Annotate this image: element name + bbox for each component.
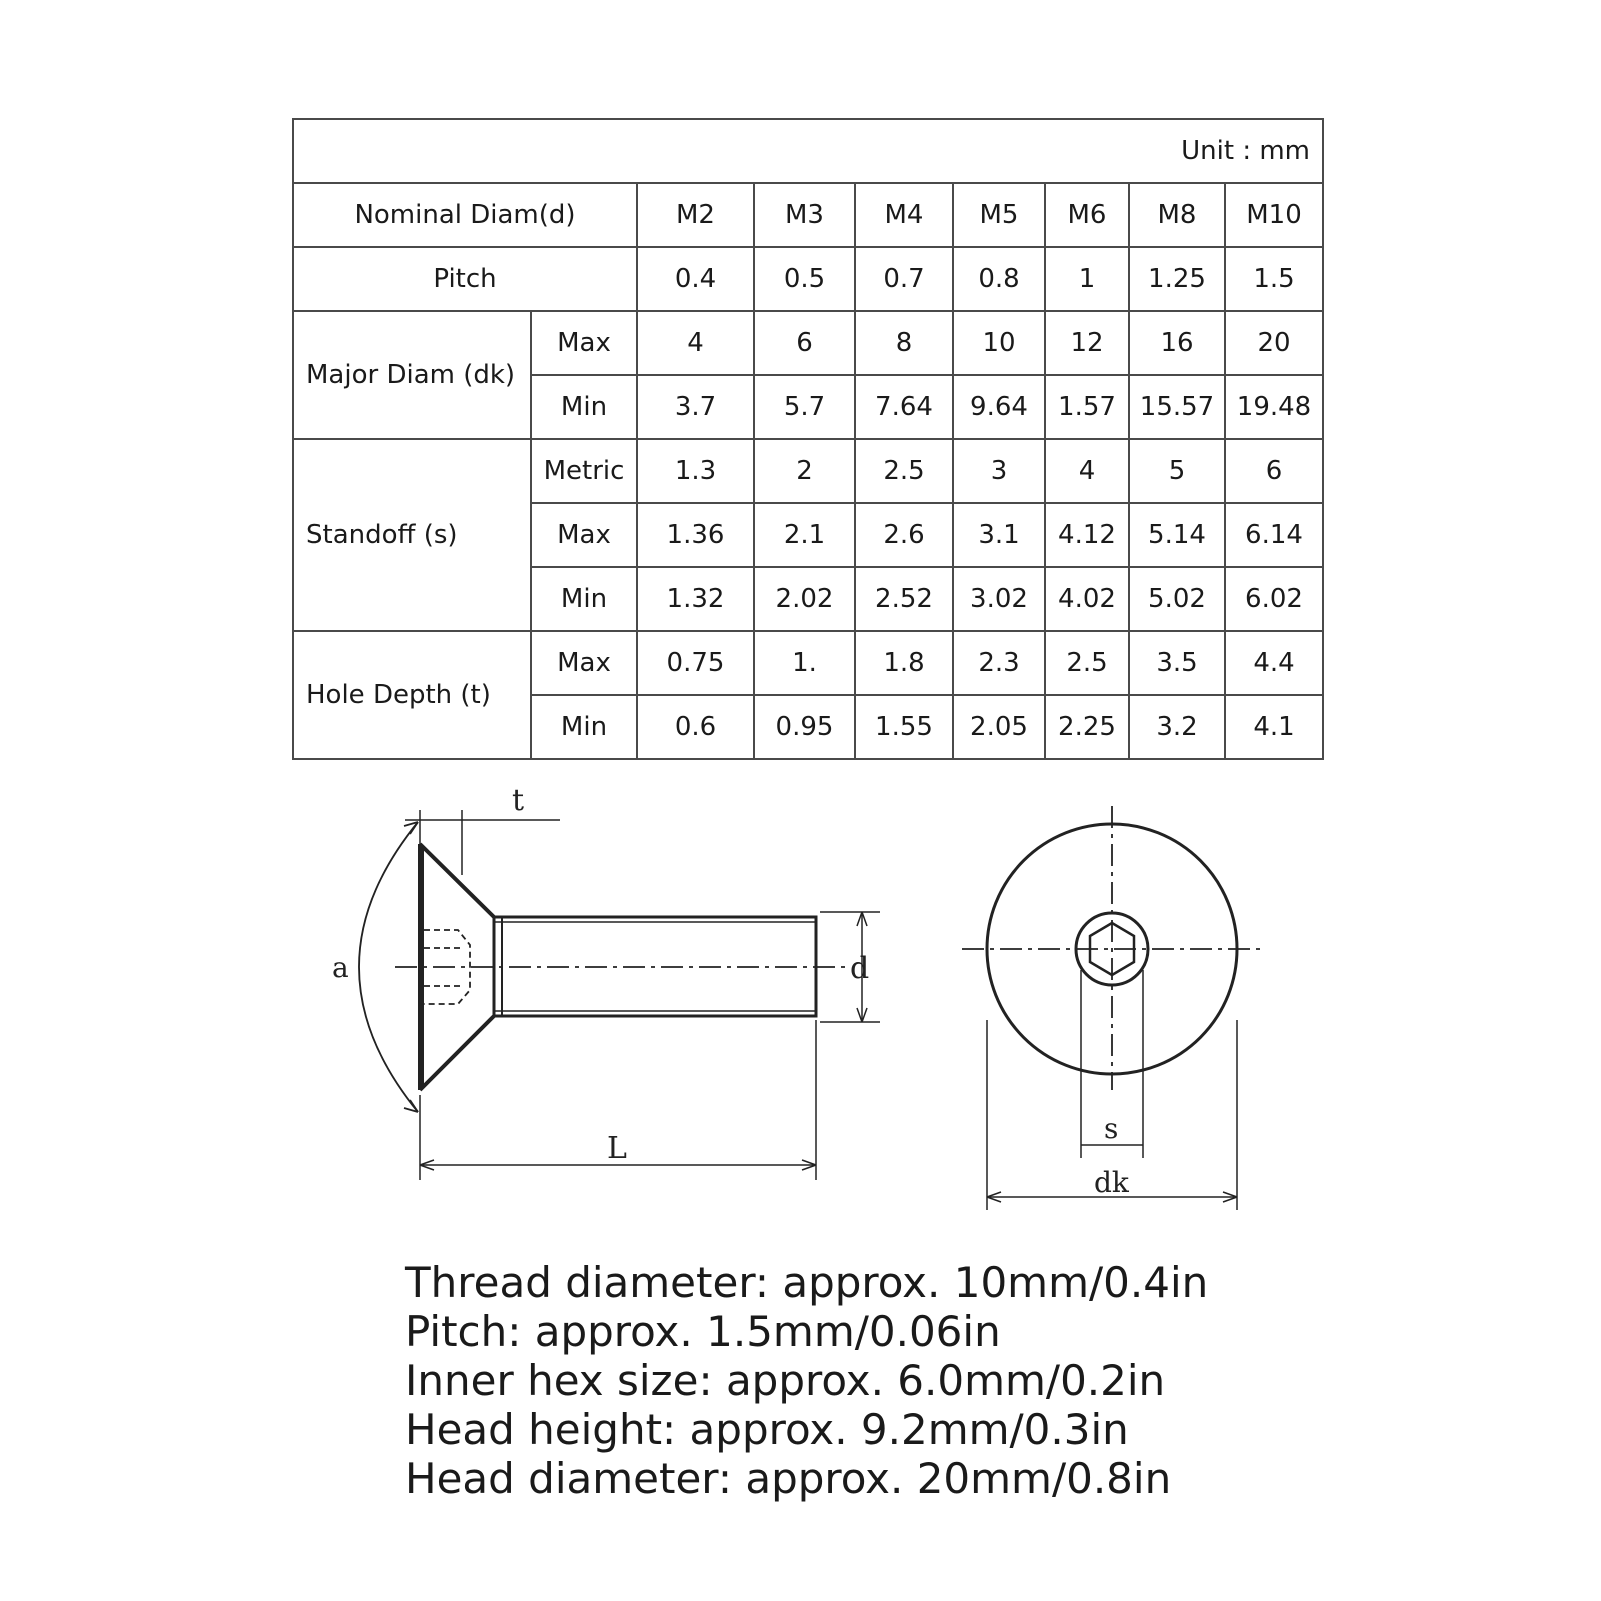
table-cell: 0.8 [953, 247, 1045, 311]
table-cell: 3 [953, 439, 1045, 503]
table-cell: 2.3 [953, 631, 1045, 695]
table-cell: 15.57 [1129, 375, 1225, 439]
table-cell: 2.1 [754, 503, 855, 567]
table-cell: 2.25 [1045, 695, 1129, 759]
table-cell: 1.57 [1045, 375, 1129, 439]
table-cell: 20 [1225, 311, 1323, 375]
unit-label: Unit : mm [293, 119, 1323, 183]
table-cell: 5.14 [1129, 503, 1225, 567]
table-cell: 4.12 [1045, 503, 1129, 567]
table-cell: 3.2 [1129, 695, 1225, 759]
table-cell: 1.8 [855, 631, 953, 695]
table-cell: 1.25 [1129, 247, 1225, 311]
table-cell: 0.6 [637, 695, 754, 759]
sub-label: Min [531, 375, 637, 439]
size-header: M3 [754, 183, 855, 247]
size-header: M2 [637, 183, 754, 247]
size-header: M5 [953, 183, 1045, 247]
table-cell: 0.95 [754, 695, 855, 759]
side-view [332, 783, 880, 1180]
table-cell: 0.75 [637, 631, 754, 695]
s-label: s [1104, 1112, 1119, 1145]
size-header: M4 [855, 183, 953, 247]
sub-label: Metric [531, 439, 637, 503]
table-cell: 7.64 [855, 375, 953, 439]
table-cell: 2.5 [1045, 631, 1129, 695]
L-label: L [607, 1131, 627, 1166]
spec-notes [405, 1258, 1208, 1503]
table-cell: 3.7 [637, 375, 754, 439]
table-cell: 2 [754, 439, 855, 503]
sub-label: Max [531, 311, 637, 375]
table-cell: 6.14 [1225, 503, 1323, 567]
table-cell: 4 [1045, 439, 1129, 503]
size-header: M10 [1225, 183, 1323, 247]
table-cell: 6.02 [1225, 567, 1323, 631]
table-cell: 2.52 [855, 567, 953, 631]
size-header: M6 [1045, 183, 1129, 247]
table-cell: 2.02 [754, 567, 855, 631]
dk-label: dk [1094, 1166, 1129, 1199]
a-label: a [332, 951, 349, 984]
sub-label: Max [531, 631, 637, 695]
table-cell: 16 [1129, 311, 1225, 375]
table-cell: 4 [637, 311, 754, 375]
sub-label: Min [531, 567, 637, 631]
table-cell: 2.5 [855, 439, 953, 503]
table-cell: 2.6 [855, 503, 953, 567]
hole-depth-label: Hole Depth (t) [293, 631, 531, 759]
table-cell: 19.48 [1225, 375, 1323, 439]
table-cell: 3.02 [953, 567, 1045, 631]
table-cell: 2.05 [953, 695, 1045, 759]
table-cell: 9.64 [953, 375, 1045, 439]
note-line: Head height: approx. 9.2mm/0.3in [405, 1405, 1129, 1454]
major-diam-label: Major Diam (dk) [293, 311, 531, 439]
table-cell: 6 [754, 311, 855, 375]
top-view [962, 806, 1265, 1210]
table-cell: 0.5 [754, 247, 855, 311]
size-header: M8 [1129, 183, 1225, 247]
table-cell: 10 [953, 311, 1045, 375]
table-cell: 5.7 [754, 375, 855, 439]
table-cell: 3.1 [953, 503, 1045, 567]
table-cell: 6 [1225, 439, 1323, 503]
d-label: d [850, 951, 870, 986]
table-cell: 12 [1045, 311, 1129, 375]
sub-label: Min [531, 695, 637, 759]
table-cell: 1.5 [1225, 247, 1323, 311]
pitch-label: Pitch [293, 247, 637, 311]
table-cell: 1.55 [855, 695, 953, 759]
note-line: Pitch: approx. 1.5mm/0.06in [405, 1307, 1001, 1356]
note-line: Thread diameter: approx. 10mm/0.4in [405, 1258, 1209, 1307]
table-cell: 4.02 [1045, 567, 1129, 631]
standoff-label: Standoff (s) [293, 439, 531, 631]
note-line: Inner hex size: approx. 6.0mm/0.2in [405, 1356, 1166, 1405]
table-cell: 5.02 [1129, 567, 1225, 631]
table-cell: 1.32 [637, 567, 754, 631]
table-cell: 0.4 [637, 247, 754, 311]
table-cell: 3.5 [1129, 631, 1225, 695]
table-cell: 1.3 [637, 439, 754, 503]
table-cell: 5 [1129, 439, 1225, 503]
nominal-diam-label: Nominal Diam(d) [293, 183, 637, 247]
table-cell: 1 [1045, 247, 1129, 311]
table-cell: 4.1 [1225, 695, 1323, 759]
t-label: t [512, 783, 525, 818]
table-cell: 0.7 [855, 247, 953, 311]
table-cell: 1. [754, 631, 855, 695]
table-cell: 1.36 [637, 503, 754, 567]
table-cell: 4.4 [1225, 631, 1323, 695]
note-line: Head diameter: approx. 20mm/0.8in [405, 1454, 1172, 1503]
sub-label: Max [531, 503, 637, 567]
table-cell: 8 [855, 311, 953, 375]
